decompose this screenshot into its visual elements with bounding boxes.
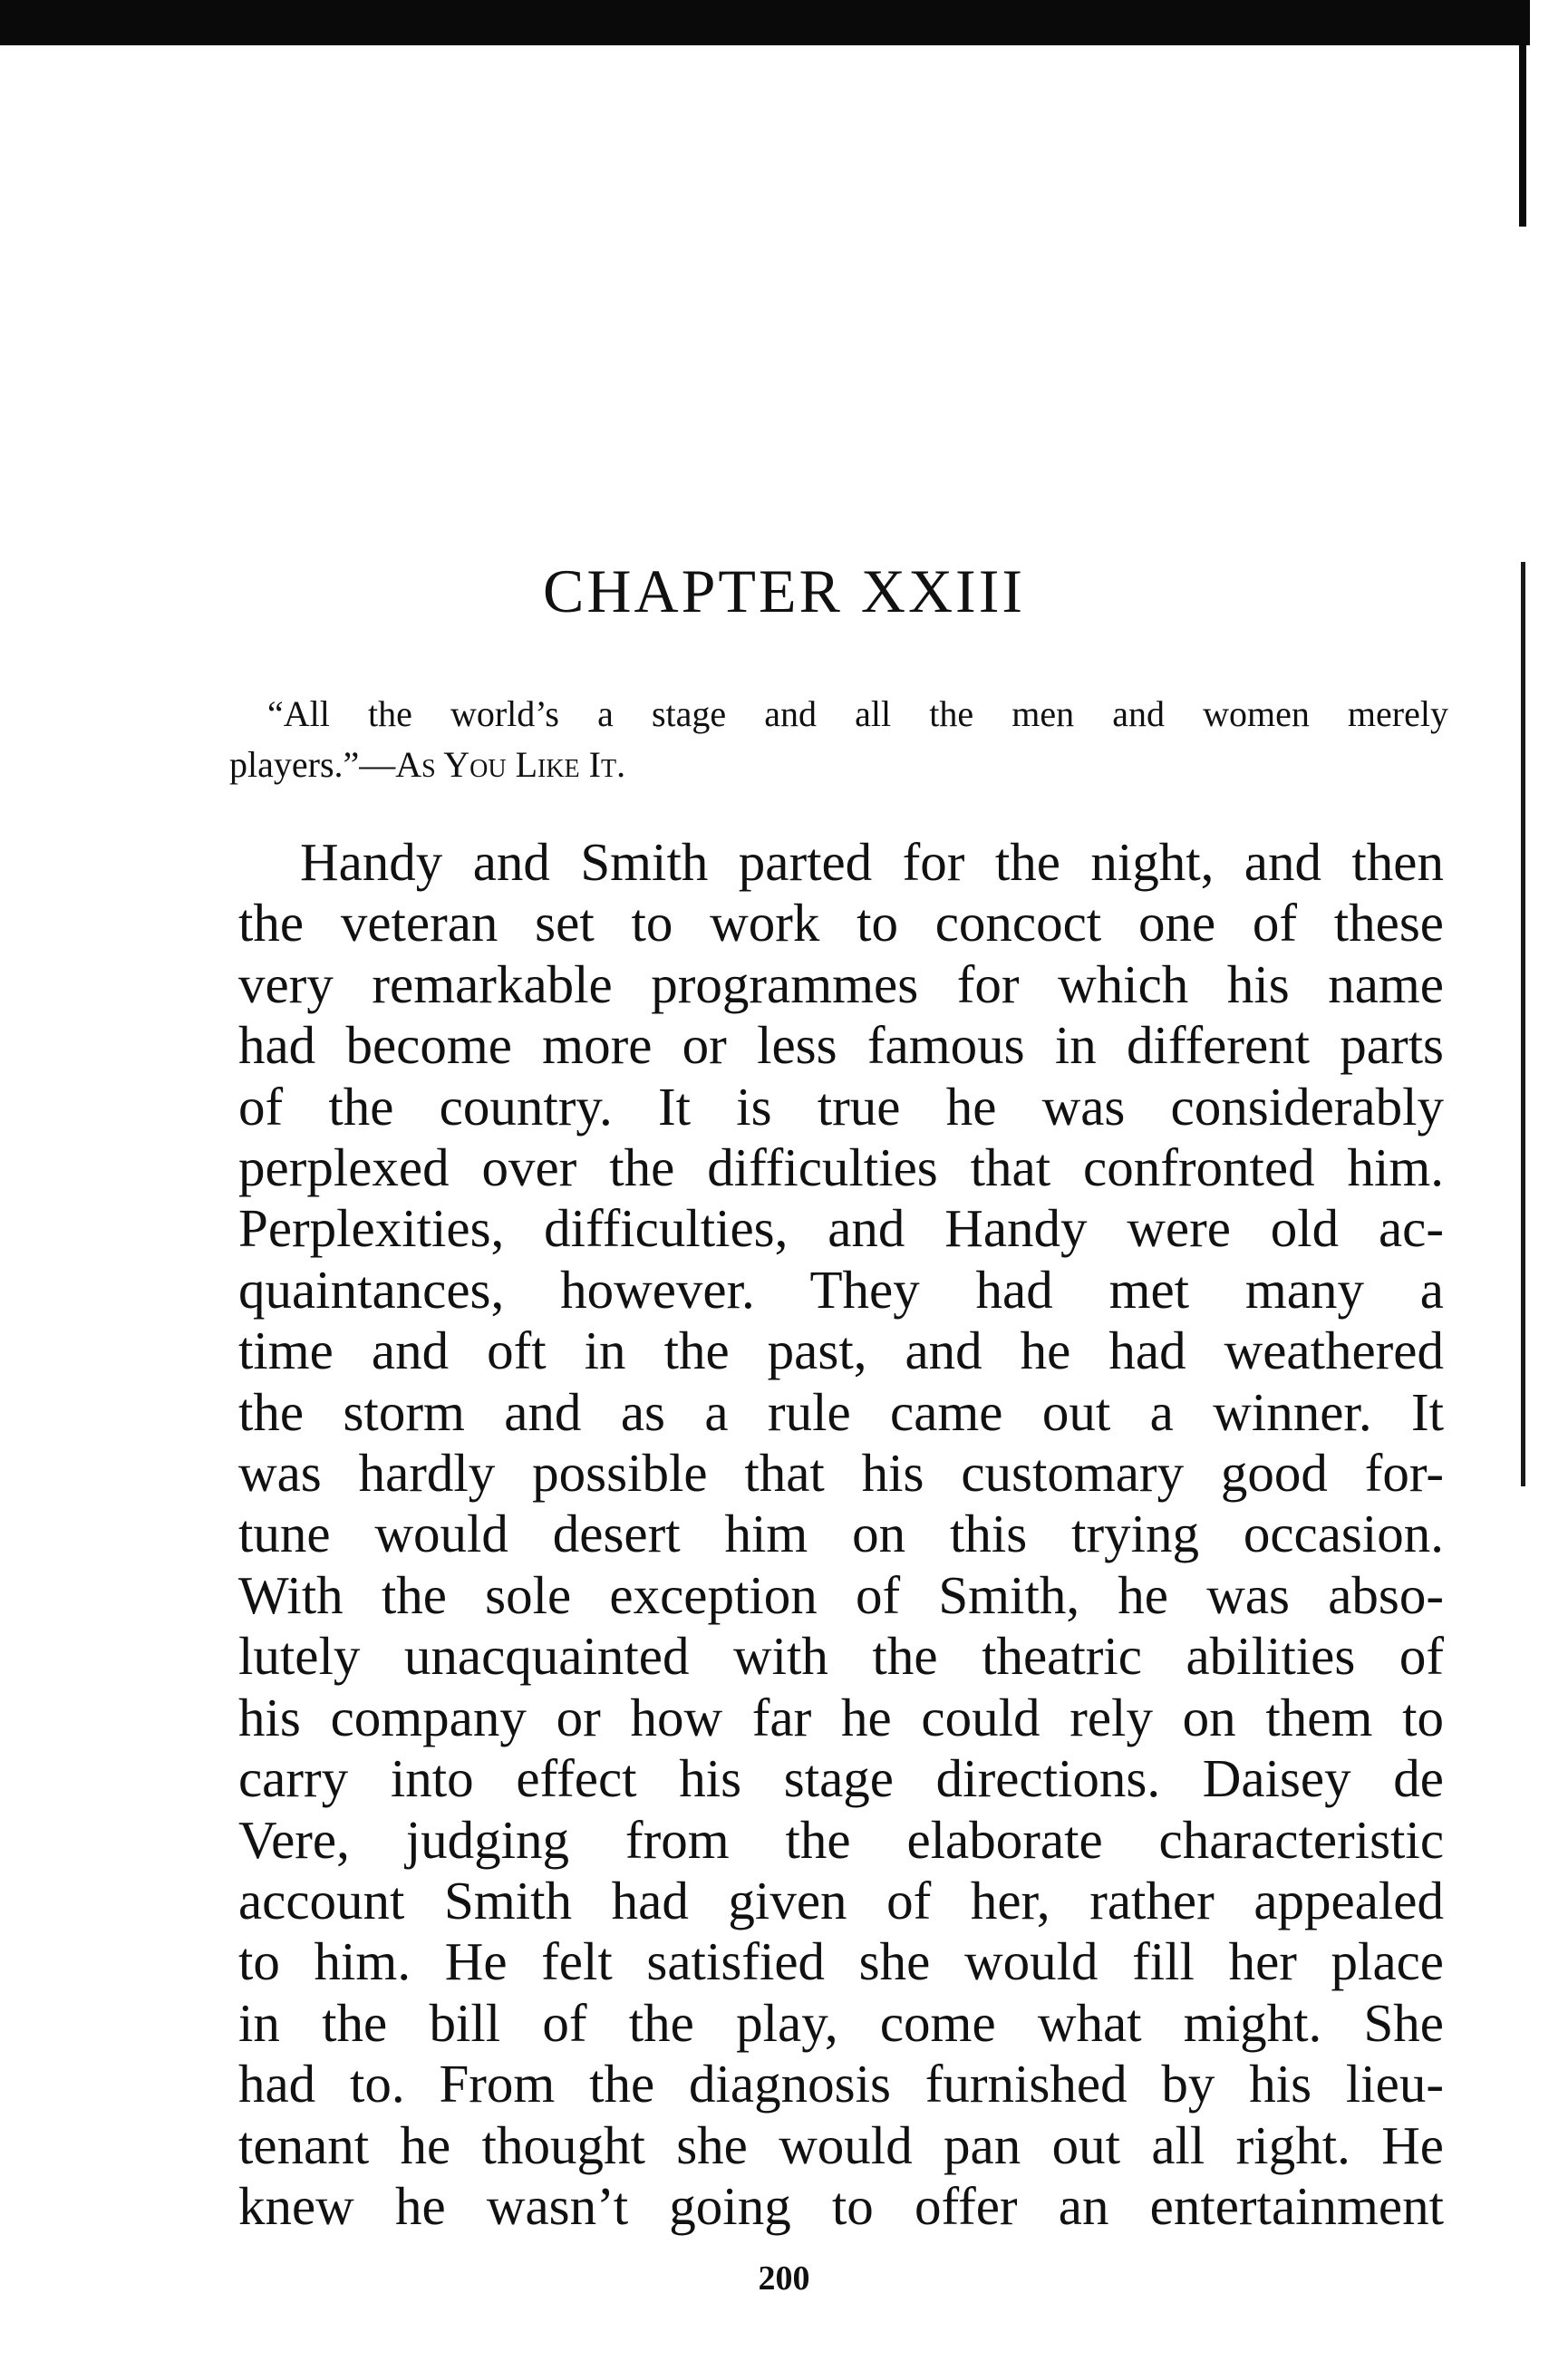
body-line: had to. From the diagnosis furnished by his lieu- <box>238 2054 1444 2114</box>
body-line: time and oft in the past, and he had weathered <box>238 1321 1444 1381</box>
body-line: had become more or less famous in different parts <box>238 1015 1444 1076</box>
body-line: the veteran set to work to concoct one of these <box>238 893 1444 953</box>
body-line: of the country. It is true he was considerably <box>238 1076 1444 1137</box>
body-line: to him. He felt satisfied she would fill her place <box>238 1931 1444 1992</box>
body-line: was hardly possible that his customary good for- <box>238 1443 1444 1504</box>
body-line: With the sole exception of Smith, he was abso- <box>238 1564 1444 1625</box>
body-line: tune would desert him on this trying occasion. <box>238 1504 1444 1564</box>
chapter-body <box>238 832 1444 2237</box>
body-line: Perplexities, difficulties, and Handy were old ac- <box>238 1198 1444 1259</box>
body-line: Handy and Smith parted for the night, and then <box>300 832 1444 892</box>
epigraph-text: players.”— <box>229 744 396 785</box>
scan-border-right <box>1519 0 1526 227</box>
page-number: 200 <box>758 2259 810 2298</box>
body-line: tenant he thought she would pan out all right. He <box>238 2114 1444 2175</box>
epigraph <box>229 689 1448 790</box>
body-line: carry into effect his stage directions. Daisey de <box>238 1748 1444 1809</box>
body-line: his company or how far he could rely on them to <box>238 1687 1444 1747</box>
body-line: knew he wasn’t going to offer an entertainment <box>238 2175 1444 2236</box>
epigraph-line <box>229 740 1448 790</box>
body-line: lutely unacquainted with the theatric abilities of <box>238 1626 1444 1687</box>
body-line: the storm and as a rule came out a winner. It <box>238 1381 1444 1442</box>
body-line: perplexed over the difficulties that confronted him. <box>238 1137 1444 1198</box>
chapter-title: CHAPTER XXIII <box>543 556 1025 625</box>
scan-border-right-lower <box>1521 562 1525 1486</box>
body-line: quaintances, however. They had met many a <box>238 1259 1444 1320</box>
scan-border-top <box>0 0 1530 45</box>
body-line: Vere, judging from the elaborate characteristic <box>238 1809 1444 1870</box>
body-line: very remarkable programmes for which his name <box>238 953 1444 1014</box>
body-line: account Smith had given of her, rather appealed <box>238 1870 1444 1930</box>
epigraph-line: “All the world’s a stage and all the men and women merely <box>267 693 1448 734</box>
epigraph-source: As You Like It. <box>395 744 626 785</box>
body-line: in the bill of the play, come what might. She <box>238 1992 1444 2053</box>
